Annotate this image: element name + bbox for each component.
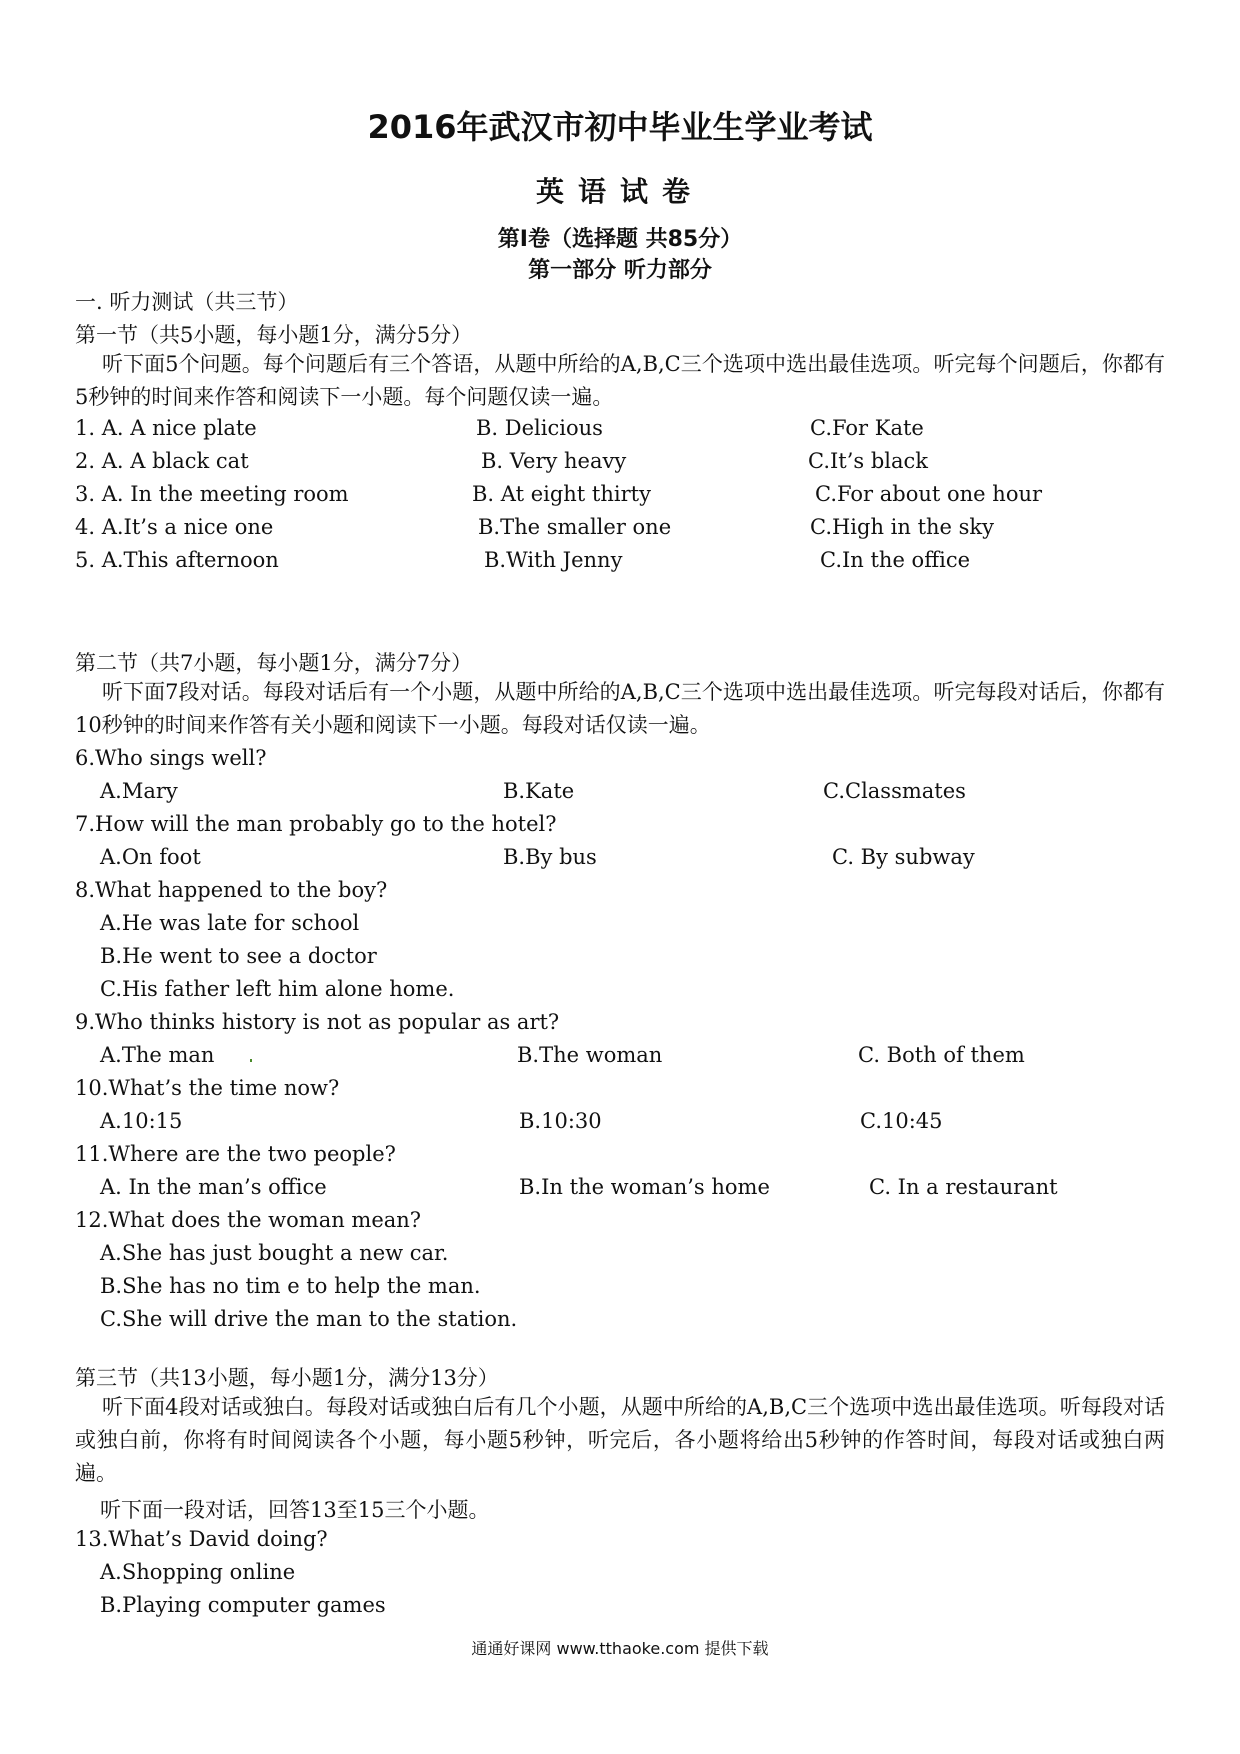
option-a: 4. A.It’s a nice one — [75, 515, 274, 539]
section2-instructions: 听下面7段对话。每段对话后有一个小题，从题中所给的A,B,C三个选项中选出最佳选项。听完每段对话后，你都有10秒钟的时间来作答有关小题和阅读下一小题。每段对话仅读一遍。 — [75, 680, 1165, 737]
option-c: C.For Kate — [810, 416, 924, 440]
option-c: C.It’s black — [808, 449, 929, 473]
question-12: 12.What does the woman mean? — [75, 1208, 422, 1232]
section2-heading: 第二节（共7小题，每小题1分，满分7分） — [75, 651, 473, 675]
option-a: A.Mary — [100, 779, 178, 803]
option-b: B.The smaller one — [478, 515, 672, 539]
listening-heading: 一. 听力测试（共三节） — [75, 290, 299, 314]
option-b: B.Playing computer games — [100, 1593, 386, 1617]
option-b: B.10:30 — [519, 1109, 602, 1133]
option-c: C.10:45 — [860, 1109, 943, 1133]
section1-instructions: 听下面5个问题。每个问题后有三个答语，从题中所给的A,B,C三个选项中选出最佳选项。听完每个问题后，你都有5秒钟的时间来作答和阅读下一小题。每个问题仅读一遍。 — [75, 352, 1165, 409]
option-c: C.High in the sky — [810, 515, 995, 539]
option-c: C. By subway — [832, 845, 975, 869]
option-a: A.On foot — [100, 845, 201, 869]
option-a: A.10:15 — [100, 1109, 183, 1133]
exam-title: 2016年武汉市初中毕业生学业考试 — [367, 108, 873, 146]
question-6: 6.Who sings well? — [75, 746, 267, 770]
question-10: 10.What’s the time now? — [75, 1076, 340, 1100]
exam-subtitle: 英语试卷 — [535, 175, 704, 208]
option-b: B.She has no tim e to help the man. — [100, 1274, 481, 1298]
option-a: A.Shopping online — [100, 1560, 296, 1584]
section3-sub-instruction: 听下面一段对话，回答13至15三个小题。 — [100, 1498, 490, 1522]
section3-heading: 第三节（共13小题，每小题1分，满分13分） — [75, 1366, 499, 1390]
page-footer: 通通好课网 www.tthaoke.com 提供下载 — [471, 1639, 769, 1658]
option-a: A. In the man’s office — [100, 1175, 327, 1199]
question-13: 13.What’s David doing? — [75, 1527, 328, 1551]
option-b: B.He went to see a doctor — [100, 944, 377, 968]
option-c: C.Classmates — [823, 779, 966, 803]
option-b: B.The woman — [517, 1043, 663, 1067]
section1-heading: 第一节（共5小题，每小题1分，满分5分） — [75, 323, 473, 347]
question-9: 9.Who thinks history is not as popular as art? — [75, 1010, 560, 1034]
option-a: A.The man — [100, 1043, 215, 1067]
option-c: C.For about one hour — [815, 482, 1043, 506]
option-b: B. Delicious — [476, 416, 603, 440]
option-b: B. Very heavy — [481, 449, 627, 473]
question-8: 8.What happened to the boy? — [75, 878, 388, 902]
option-a: 2. A. A black cat — [75, 449, 249, 473]
option-b: B.Kate — [503, 779, 575, 803]
option-c: C.She will drive the man to the station. — [100, 1307, 518, 1331]
section3-instructions: 听下面4段对话或独白。每段对话或独白后有几个小题，从题中所给的A,B,C三个选项中选出最佳选项。听每段对话或独白前，你将有时间阅读各个小题，每小题5秒钟，听完后，各小题将给出5秒钟的作答时间，每段对话或独白两遍。 — [75, 1395, 1165, 1485]
option-b: B.By bus — [503, 845, 597, 869]
option-a: 3. A. In the meeting room — [75, 482, 349, 506]
option-c: C. In a restaurant — [869, 1175, 1058, 1199]
option-a: 1. A. A nice plate — [75, 416, 257, 440]
question-7: 7.How will the man probably go to the hotel? — [75, 812, 557, 836]
option-b: B.With Jenny — [484, 548, 623, 572]
option-a: A.He was late for school — [100, 911, 360, 935]
option-c: C. Both of them — [858, 1043, 1025, 1067]
part-heading: 第一部分 听力部分 — [528, 258, 712, 283]
option-c: C.His father left him alone home. — [100, 977, 455, 1001]
volume-heading: 第Ⅰ卷（选择题 共85分） — [497, 227, 743, 252]
stray-mark — [250, 1059, 252, 1062]
option-a: A.She has just bought a new car. — [100, 1241, 449, 1265]
option-b: B.In the woman’s home — [519, 1175, 770, 1199]
option-a: 5. A.This afternoon — [75, 548, 279, 572]
option-c: C.In the office — [820, 548, 971, 572]
question-11: 11.Where are the two people? — [75, 1142, 396, 1166]
option-b: B. At eight thirty — [472, 482, 651, 506]
